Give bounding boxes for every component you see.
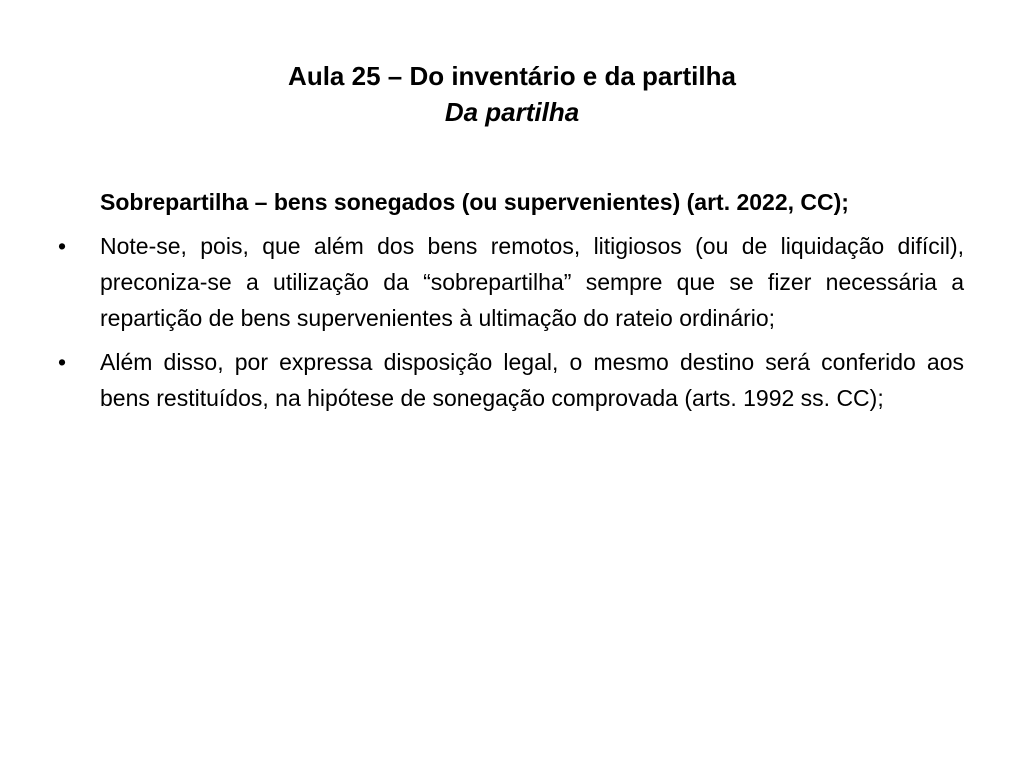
bullet-icon: • [58,233,67,259]
bullet-item-alem [56,344,964,416]
title-block [0,58,1024,130]
bullet-item-note [56,228,964,336]
slide-title: Aula 25 – Do inventário e da partilha [288,61,736,91]
paragraph-text: Note-se, pois, que além dos bens remotos, litigiosos (ou de liquidação difícil), preconiza-se a utilização da “sobrepartilha” sempre que se fizer necessária a repartição de bens supervenientes à ultimação do rateio ordinário; [100,233,964,331]
slide-subtitle: Da partilha [444,97,580,127]
paragraph-text: Sobrepartilha – bens sonegados (ou supervenientes) (art. 2022, CC); [100,189,849,215]
paragraph-text: Além disso, por expressa disposição legal, o mesmo destino será conferido aos bens restituídos, na hipótese de sonegação comprovada (arts. 1992 ss. CC); [100,349,964,411]
slide-content [56,184,964,424]
paragraph-sobrepartilha [56,184,964,220]
bullet-icon: • [58,349,67,375]
